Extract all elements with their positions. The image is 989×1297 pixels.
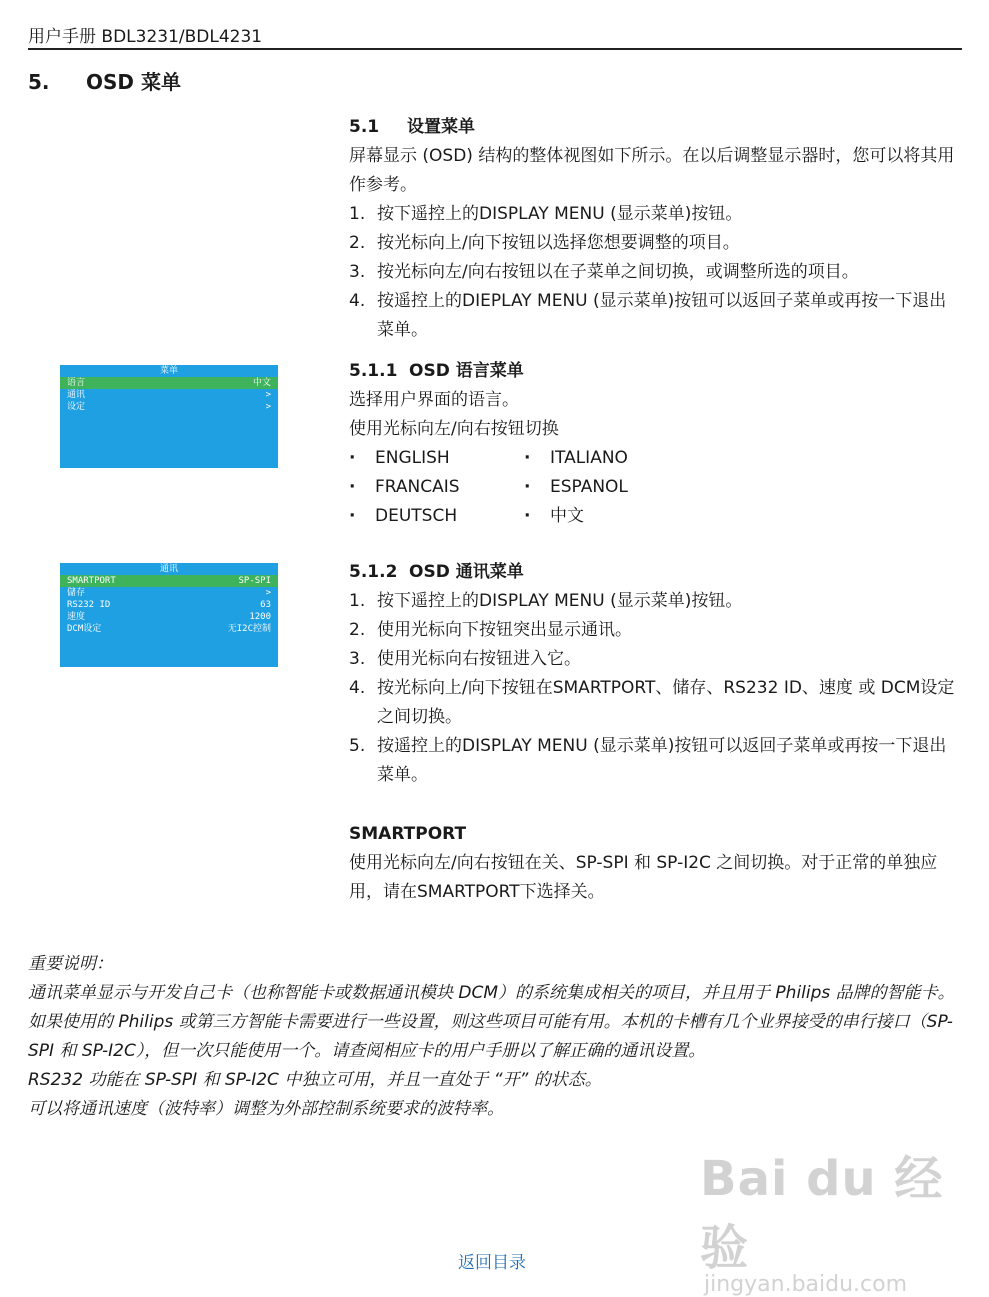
section-intro: 屏幕显示 (OSD) 结构的整体视图如下所示。在以后调整显示器时，您可以将其用作参考。 [349, 146, 955, 195]
osd-menu-title: 通讯 [159, 564, 178, 574]
list-item: 1. 按下遥控上的DISPLAY MENU (显示菜单)按钮。 [349, 591, 743, 611]
section-line: 使用光标向左/向右按钮切换 [349, 419, 559, 439]
section-5-1-1 [349, 357, 961, 531]
language-item: · DEUTSCH [349, 502, 524, 531]
back-to-contents-link[interactable]: 返回目录 [458, 1253, 526, 1273]
section-title: OSD 通讯菜单 [409, 562, 524, 582]
watermark-brand: Bai du 经验 [700, 1151, 944, 1276]
header-divider [28, 48, 962, 50]
osd-row-dcm: DCM设定 无I2C控制 [67, 624, 271, 634]
osd-row-speed: 速度 1200 [67, 612, 271, 622]
chapter-number: 5. [28, 70, 50, 94]
section-5-1 [349, 113, 961, 345]
note-paragraph: 通讯菜单显示与开发自己卡（也称智能卡或数据通讯模块 DCM）的系统集成相关的项目，并且用于 Philips 品牌的智能卡。如果使用的 Philips 或第三方智能卡需要进行一些设置，则这些项目可能有用。本机的卡槽有几个业界接受的串行接口（SP-SPI 和 SP-I2C），但一次只能使用一个。请查阅相应卡的用户手册以了解正确的通讯设置。 [28, 983, 955, 1061]
list-item: 5. 按遥控上的DISPLAY MENU (显示菜单)按钮可以返回子菜单或再按一下退出菜单。 [349, 736, 947, 785]
chapter-heading: OSD 菜单 [86, 70, 181, 94]
language-item: · ITALIANO [524, 444, 724, 473]
page-header: 用户手册 BDL3231/BDL4231 [28, 27, 263, 47]
watermark-url: jingyan.baidu.com [704, 1272, 908, 1297]
smartport-section [349, 820, 961, 907]
list-item: 1. 按下遥控上的DISPLAY MENU (显示菜单)按钮。 [349, 204, 743, 224]
osd-row-language: 语言 中文 [60, 377, 278, 389]
list-item: 4. 按遥控上的DIEPLAY MENU (显示菜单)按钮可以返回子菜单或再按一下退出菜单。 [349, 291, 947, 340]
section-line: 选择用户界面的语言。 [349, 390, 519, 410]
section-title: 设置菜单 [407, 117, 475, 137]
section-number: 5.1.2 [349, 562, 398, 582]
osd-menu-title: 菜单 [159, 366, 178, 376]
language-item: · ESPANOL [524, 473, 724, 502]
list-item: 4. 按光标向上/向下按钮在SMARTPORT、储存、RS232 ID、速度 或 DCM设定 之间切换。 [349, 678, 955, 727]
section-number: 5.1.1 [349, 361, 398, 381]
osd-row-comm: 通讯 > [67, 390, 271, 400]
language-item: · ENGLISH [349, 444, 524, 473]
language-list [349, 444, 961, 531]
smartport-title: SMARTPORT [349, 824, 467, 844]
baidu-watermark [700, 1140, 989, 1297]
list-item: 3. 使用光标向右按钮进入它。 [349, 649, 581, 669]
note-paragraph: RS232 功能在 SP-SPI 和 SP-I2C 中独立可用，并且一直处于 “开” 的状态。 [28, 1070, 602, 1090]
language-item: · FRANCAIS [349, 473, 524, 502]
list-item: 2. 使用光标向下按钮突出显示通讯。 [349, 620, 632, 640]
section-number: 5.1 [349, 117, 380, 137]
section-5-1-2 [349, 558, 961, 790]
list-item: 2. 按光标向上/向下按钮以选择您想要调整的项目。 [349, 233, 740, 253]
important-note [28, 950, 968, 1124]
osd-comm-menu [60, 563, 278, 667]
note-paragraph: 可以将通讯速度（波特率）调整为外部控制系统要求的波特率。 [28, 1099, 504, 1119]
section-title: OSD 语言菜单 [409, 361, 524, 381]
osd-row-settings: 设定 > [67, 402, 271, 412]
language-item: · 中文 [524, 502, 724, 531]
list-item: 3. 按光标向左/向右按钮以在子菜单之间切换，或调整所选的项目。 [349, 262, 859, 282]
osd-row-rs232: RS232 ID 63 [67, 600, 271, 610]
osd-row-storage: 儲存 > [67, 588, 271, 598]
osd-row-smartport: SMARTPORT SP-SPI [60, 575, 278, 587]
note-heading: 重要说明： [28, 954, 113, 974]
osd-main-menu [60, 365, 278, 468]
chapter-title [28, 66, 181, 95]
smartport-text: 使用光标向左/向右按钮在关、SP-SPI 和 SP-I2C 之间切换。对于正常的单独应用，请在SMARTPORT下选择关。 [349, 853, 938, 902]
